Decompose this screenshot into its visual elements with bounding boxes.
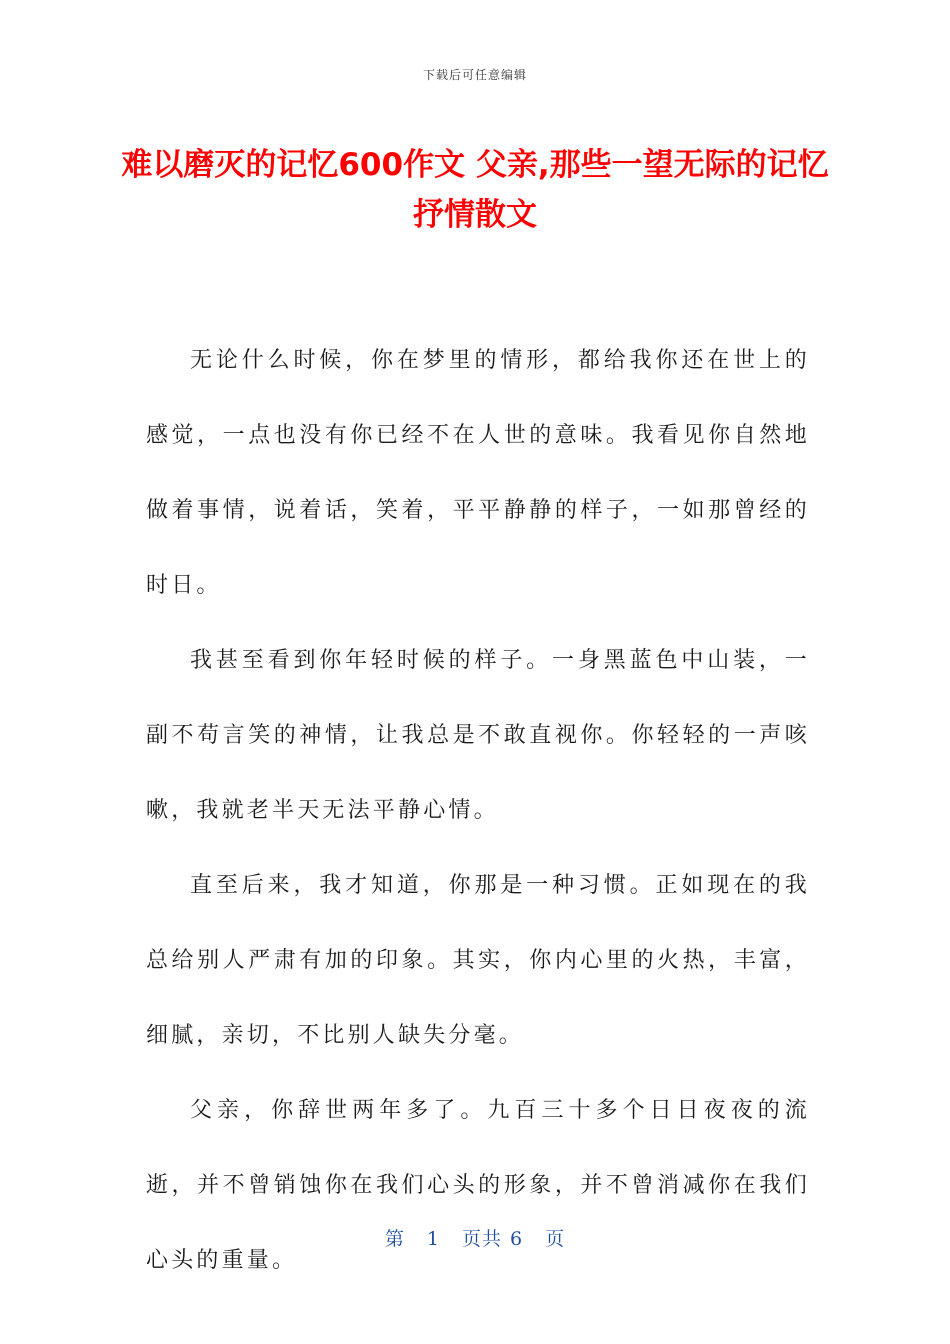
paragraph: 父亲，你辞世两年多了。九百三十多个日日夜夜的流逝，并不曾销蚀你在我们心头的形象，并不曾消减你在我们心头的重量。 [146,1098,810,1273]
footer-prefix: 第 [384,1228,405,1250]
document-title: 难以磨灭的记忆600作文 父亲,那些一望无际的记忆抒情散文 [121,147,829,233]
document-body [146,323,810,1298]
total-pages-number: 6 [510,1228,524,1250]
paragraph: 直至后来，我才知道，你那是一种习惯。正如现在的我总给别人严肃有加的印象。其实，你内心里的火热，丰富，细腻，亲切，不比别人缺失分毫。 [146,873,810,1048]
paragraph: 我甚至看到你年轻时候的样子。一身黑蓝色中山装，一副不苟言笑的神情，让我总是不敢直视你。你轻轻的一声咳嗽，我就老半天无法平静心情。 [146,648,810,823]
footer-suffix: 页 [545,1228,566,1250]
page-footer [0,1224,950,1251]
header-note: 下载后可任意编辑 [422,68,527,82]
paragraph: 无论什么时候，你在梦里的情形，都给我你还在世上的感觉，一点也没有你已经不在人世的意味。我看见你自然地做着事情，说着话，笑着，平平静静的样子，一如那曾经的时日。 [146,348,810,598]
current-page-number: 1 [426,1228,440,1250]
footer-middle: 页共 [461,1228,502,1250]
